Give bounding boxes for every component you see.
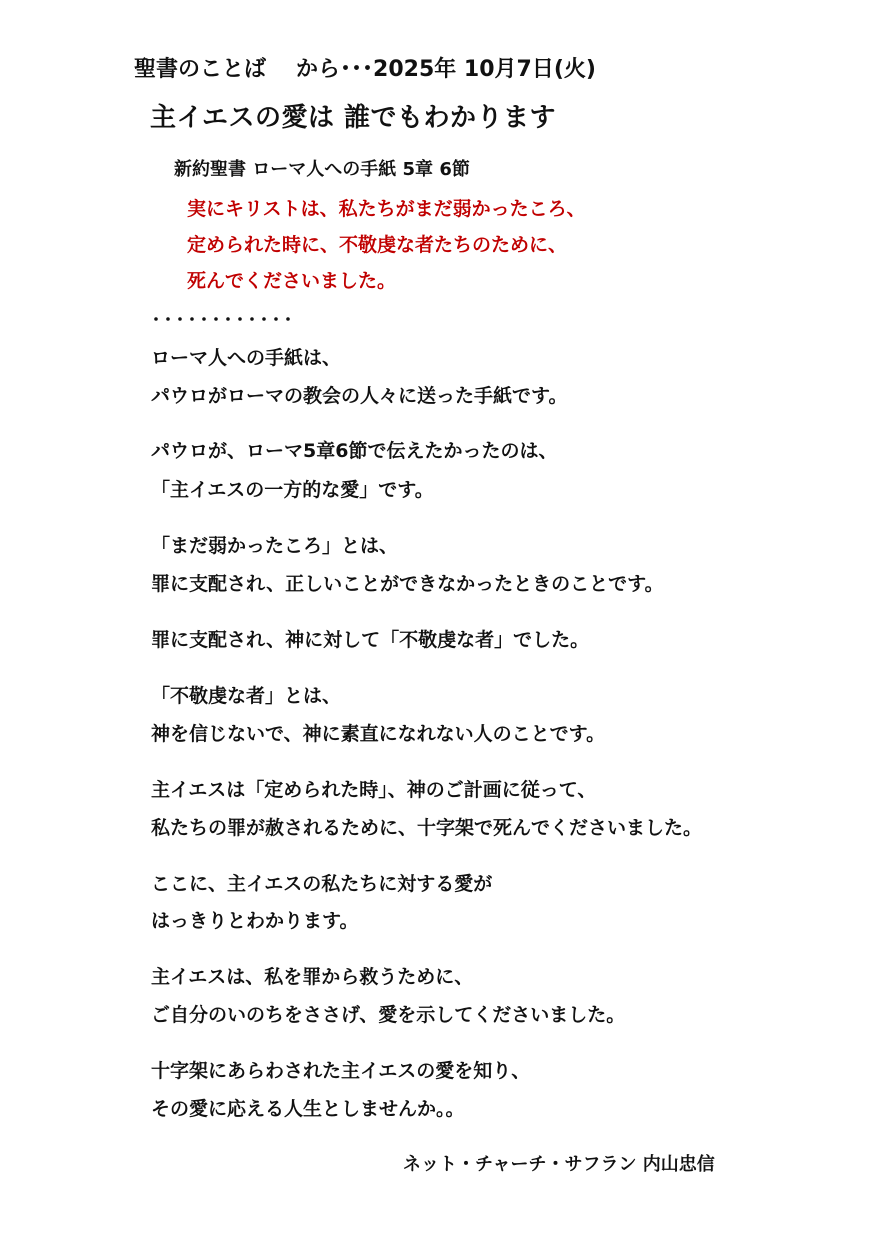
verse-line: 実にキリストは、私たちがまだ弱かったころ、: [187, 198, 586, 220]
message-title: 主イエスの愛は 誰でもわかります: [150, 103, 557, 133]
verse-line: 定められた時に、不敬虔な者たちのために、: [187, 234, 568, 256]
body-line: 罪に支配され、神に対して「不敬虔な者」でした。: [151, 629, 590, 651]
body-line: ローマ人への手紙は、: [151, 347, 342, 369]
body-line: 神を信じないで、神に素直になれない人のことです。: [151, 723, 606, 745]
body-line: ご自分のいのちをささげ、愛を示してくださいました。: [151, 1004, 626, 1026]
body-line: ここに、主イエスの私たちに対する愛が: [151, 873, 493, 895]
header-date: から･･･2025年 10月7日(火): [296, 57, 596, 82]
body-line: 「不敬虔な者」とは、: [151, 685, 342, 707]
body-line: 主イエスは、私を罪から救うために、: [151, 966, 474, 988]
dotted-separator: ････････････: [152, 310, 297, 329]
body-line: パウロが、ローマ5章6節で伝えたかったのは、: [151, 440, 558, 462]
scripture-reference: 新約聖書 ローマ人への手紙 5章 6節: [174, 159, 470, 180]
body-line: 「主イエスの一方的な愛」です。: [151, 479, 434, 501]
body-line: 「まだ弱かったころ」とは、: [151, 535, 399, 557]
body-line: はっきりとわかります。: [151, 910, 359, 932]
body-line: その愛に応える人生としませんか。。: [151, 1098, 465, 1120]
body-line: 罪に支配され、正しいことができなかったときのことです。: [151, 573, 664, 595]
verse-line: 死んでくださいました。: [187, 270, 397, 292]
body-line: 十字架にあらわされた主イエスの愛を知り、: [151, 1060, 531, 1082]
author-signature: ネット・チャーチ・サフラン 内山忠信: [403, 1154, 715, 1175]
body-line: パウロがローマの教会の人々に送った手紙です。: [151, 385, 568, 407]
body-line: 主イエスは「定められた時」、神のご計画に従って、: [151, 779, 597, 801]
body-line: 私たちの罪が赦されるために、十字架で死んでくださいました。: [151, 817, 703, 839]
page-header: [134, 59, 596, 81]
header-label: 聖書のことば: [134, 57, 267, 82]
